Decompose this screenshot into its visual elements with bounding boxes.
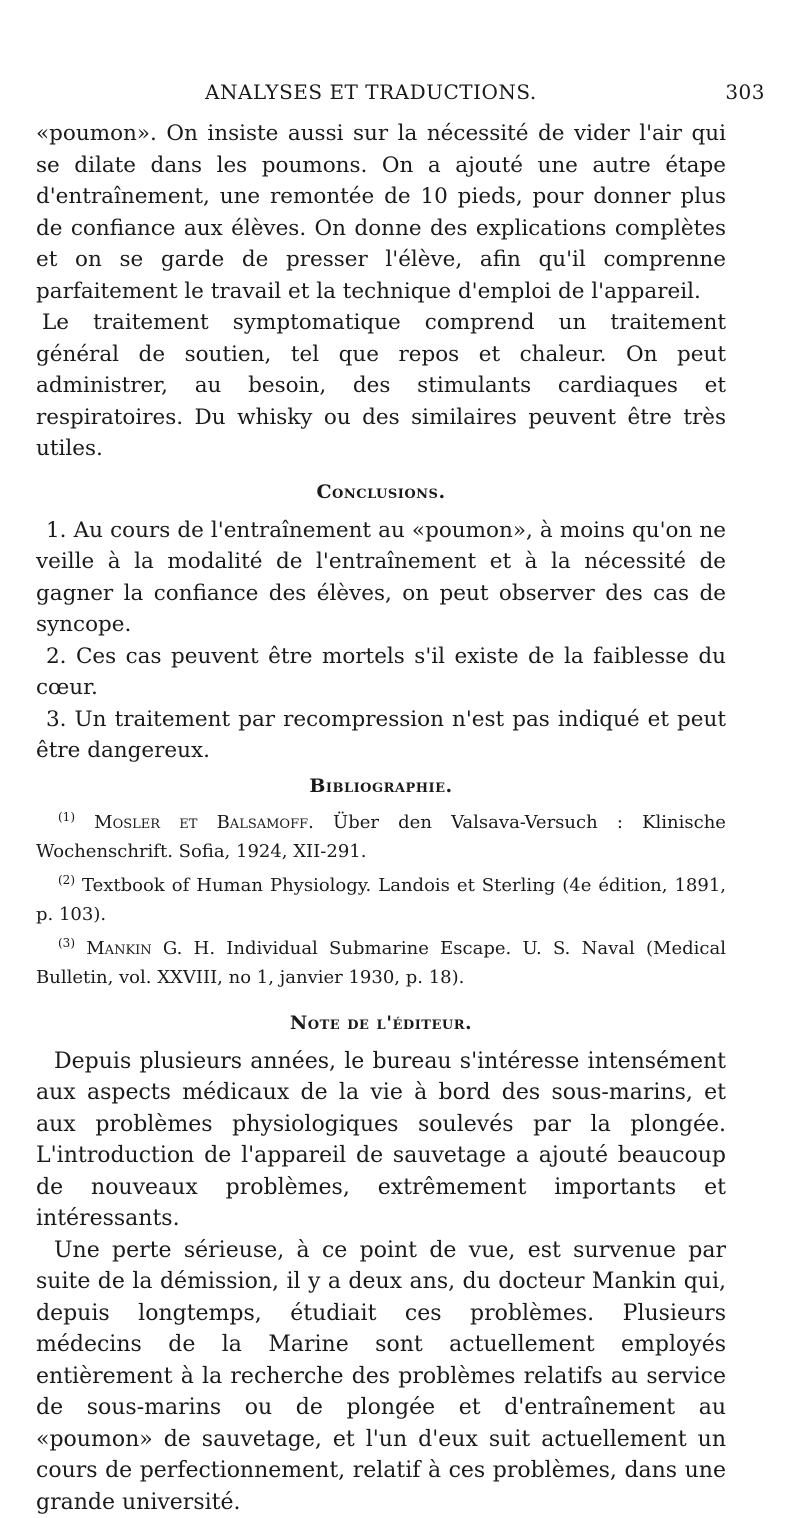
paragraph-training: «poumon». On insiste aussi sur la nécessité de vider l'air qui se dilate dans les poumons. On a ajouté une autre étape d'entraînement, une remontée de 10 pieds, pour donner plus de confiance aux élèves. On donne des explications complètes et on se garde de presser l'élève, afin qu'il comprenne parfaitement le travail et la technique d'emploi de l'appareil. bbox=[36, 118, 726, 307]
editor-note-heading: Note de l'éditeur. bbox=[36, 1010, 726, 1036]
bibliography-author: Mankin G. H. bbox=[86, 938, 215, 959]
bibliography-entry bbox=[36, 866, 726, 929]
footnote-marker: (2) bbox=[58, 873, 75, 887]
page-content bbox=[36, 118, 726, 1518]
bibliography-heading: Bibliographie. bbox=[36, 773, 726, 799]
conclusion-item-2: 2. Ces cas peuvent être mortels s'il existe de la faiblesse du cœur. bbox=[36, 641, 726, 704]
running-title: ANALYSES ET TRADUCTIONS. bbox=[205, 80, 537, 104]
page-number: 303 bbox=[725, 80, 765, 104]
footnote-marker: (3) bbox=[58, 936, 75, 950]
bibliography-text: Über den Valsava-Versuch : Klinische Wochenschrift. Sofia, 1924, XII-291. bbox=[36, 812, 726, 862]
conclusion-item-3: 3. Un traitement par recompression n'est pas indiqué et peut être dangereux. bbox=[36, 704, 726, 767]
editor-note-paragraph-1: Depuis plusieurs années, le bureau s'intéresse intensément aux aspects médicaux de la vie à bord des sous-marins, et aux problèmes physiologiques soulevés par la plongée. L'introduction de l'appareil de sauvetage a ajouté beaucoup de nouveaux problèmes, extrêmement importants et intéressants. bbox=[36, 1046, 726, 1235]
running-head bbox=[40, 80, 765, 110]
bibliography-entry bbox=[36, 929, 726, 992]
editor-note-body bbox=[36, 1046, 726, 1518]
bibliography-text: Textbook of Human Physiology. Landois et Sterling (4e édition, 1891, p. 103). bbox=[36, 875, 726, 925]
footnote-marker: (1) bbox=[58, 810, 75, 824]
bibliography-text: Individual Submarine Escape. U. S. Naval (Medical Bulletin, vol. XXVIII, no 1, janvier 1930, p. 18). bbox=[36, 938, 726, 988]
conclusion-item-1: 1. Au cours de l'entraînement au «poumon», à moins qu'on ne veille à la modalité de l'entraînement et à la nécessité de gagner la confiance des élèves, on peut observer des cas de syncope. bbox=[36, 515, 726, 641]
conclusions-heading: Conclusions. bbox=[36, 479, 726, 505]
bibliography-list bbox=[36, 803, 726, 992]
bibliography-author: Mosler et Balsamoff. bbox=[94, 812, 314, 833]
bibliography-entry bbox=[36, 803, 726, 866]
editor-note-paragraph-2: Une perte sérieuse, à ce point de vue, est survenue par suite de la démission, il y a deux ans, du docteur Mankin qui, depuis longtemps, étudiait ces problèmes. Plusieurs médecins de la Marine sont actuellement employés entièrement à la recherche des problèmes relatifs au service de sous-marins ou de plongée et d'entraînement au «poumon» de sauvetage, et l'un d'eux suit actuellement un cours de perfectionnement, relatif à ces problèmes, dans une grande université. bbox=[36, 1235, 726, 1518]
paragraph-treatment: Le traitement symptomatique comprend un traitement général de soutien, tel que repos et chaleur. On peut administrer, au besoin, des stimulants cardiaques et respiratoires. Du whisky ou des similaires peuvent être très utiles. bbox=[36, 307, 726, 465]
